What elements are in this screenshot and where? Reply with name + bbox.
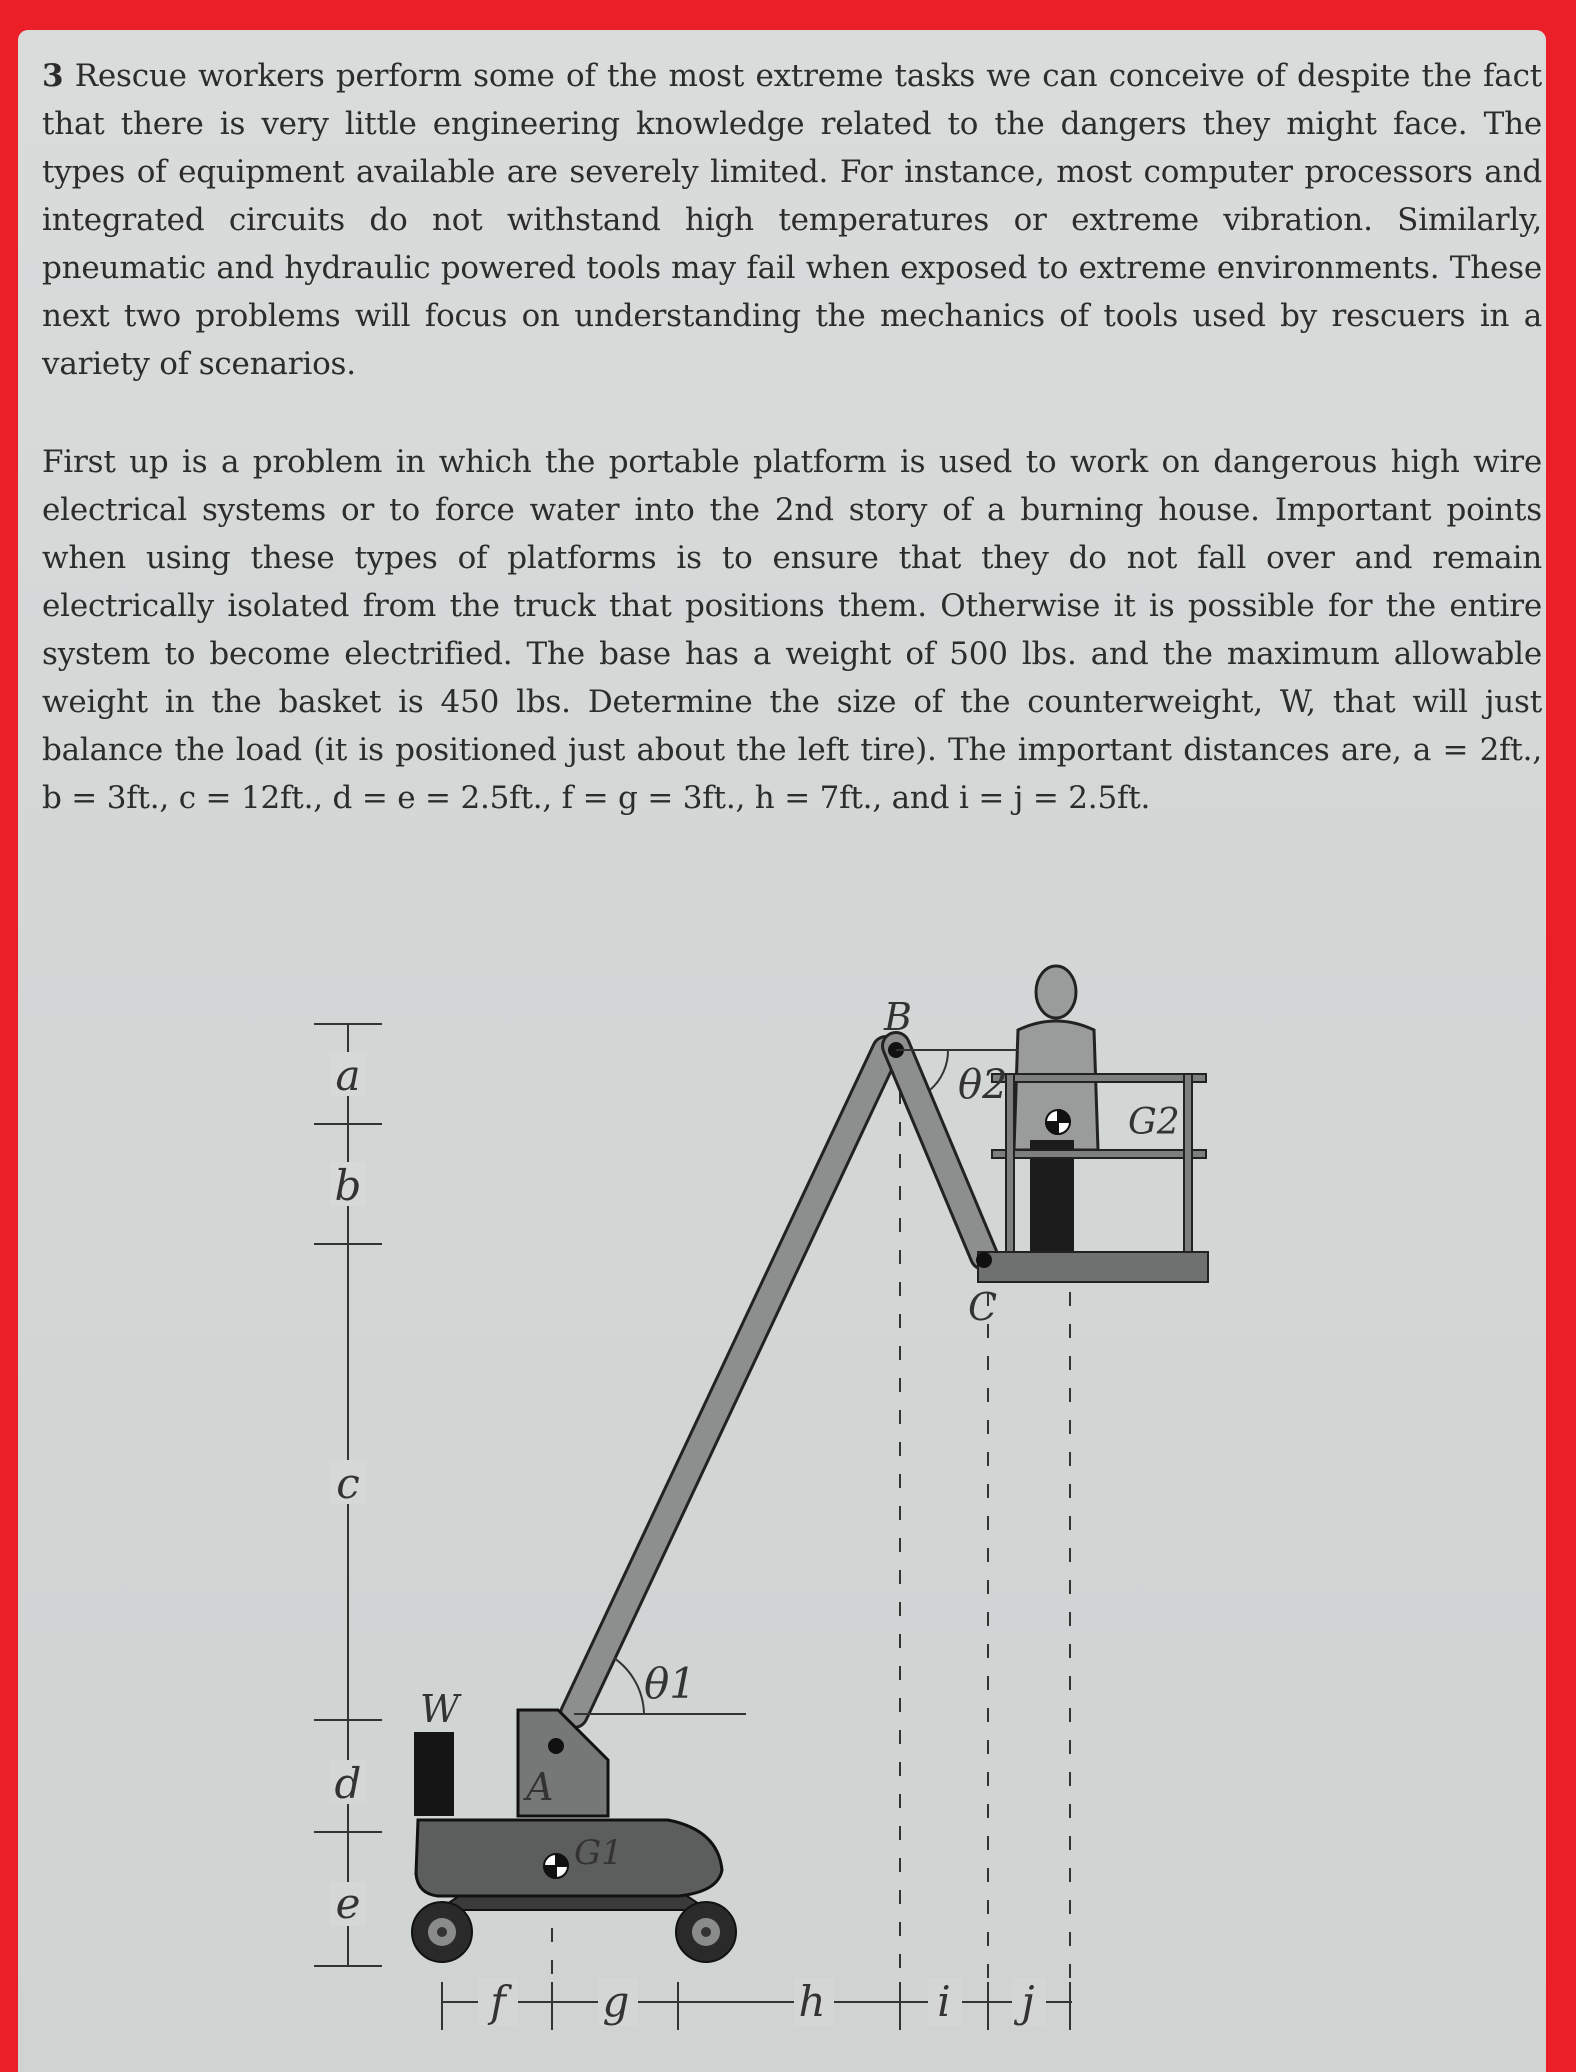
dim-j: j: [1021, 1977, 1035, 2026]
counterweight-block: [414, 1732, 454, 1816]
problem-number: 3: [42, 58, 64, 94]
pin-a-icon: [548, 1738, 564, 1754]
dim-c: c: [336, 1459, 360, 1508]
dim-i: i: [937, 1977, 951, 2026]
horizontal-dimension-line: [442, 1982, 1072, 2030]
label-theta1: θ1: [644, 1659, 697, 1708]
pin-c-icon: [976, 1252, 992, 1268]
label-theta2: θ2: [958, 1062, 1008, 1108]
paragraph-1-text: Rescue workers perform some of the most extreme tasks we can conceive of despite the fact that there is very little engineering knowledge related to the dangers they might face. The types of equipment available are severely limited. For instance, most computer processors and integrated circuits do not withstand high temperatures or extreme vibration. Similarly, pneumatic and hydraulic powered tools may fail when exposed to extreme environments. These next two problems will focus on understanding the mechanics of tools used by rescuers in a variety of scenarios.: [42, 58, 1542, 382]
dim-a: a: [335, 1051, 361, 1100]
g1-marker-icon: [544, 1854, 568, 1878]
label-w: W: [420, 1687, 460, 1731]
dim-h: h: [798, 1977, 826, 2026]
boom-arm: [574, 1046, 984, 1714]
dim-g: g: [602, 1977, 630, 2026]
dim-d: d: [334, 1759, 362, 1808]
platform-figure: [18, 30, 1546, 2072]
label-c: C: [968, 1285, 998, 1329]
label-g1: G1: [574, 1833, 623, 1873]
dim-b: b: [334, 1161, 362, 1210]
left-wheel-icon: [412, 1902, 472, 1962]
problem-paragraph-2: First up is a problem in which the portable platform is used to work on dangerous high wire electrical systems or to force water into the 2nd story of a burning house. Important points when using these types of platforms is to ensure that they do not fall over and remain electrically isolated from the truck that positions them. Otherwise it is possible for the entire system to become electrified. The base has a weight of 500 lbs. and the maximum allowable weight in the basket is 450 lbs. Determine the size of the counterweight, W, that will just balance the load (it is positioned just about the left tire). The important distances are, a = 2ft., b = 3ft., c = 12ft., d = e = 2.5ft., f = g = 3ft., h = 7ft., and i = j = 2.5ft.: [42, 444, 1542, 816]
label-a: A: [526, 1765, 554, 1809]
textbook-page: [18, 30, 1546, 2072]
right-wheel-icon: [676, 1902, 736, 1962]
dim-f: f: [490, 1977, 506, 2026]
label-g2: G2: [1128, 1102, 1180, 1143]
g2-marker-icon: [1046, 1110, 1070, 1134]
label-b: B: [884, 995, 912, 1039]
dim-e: e: [335, 1879, 361, 1928]
